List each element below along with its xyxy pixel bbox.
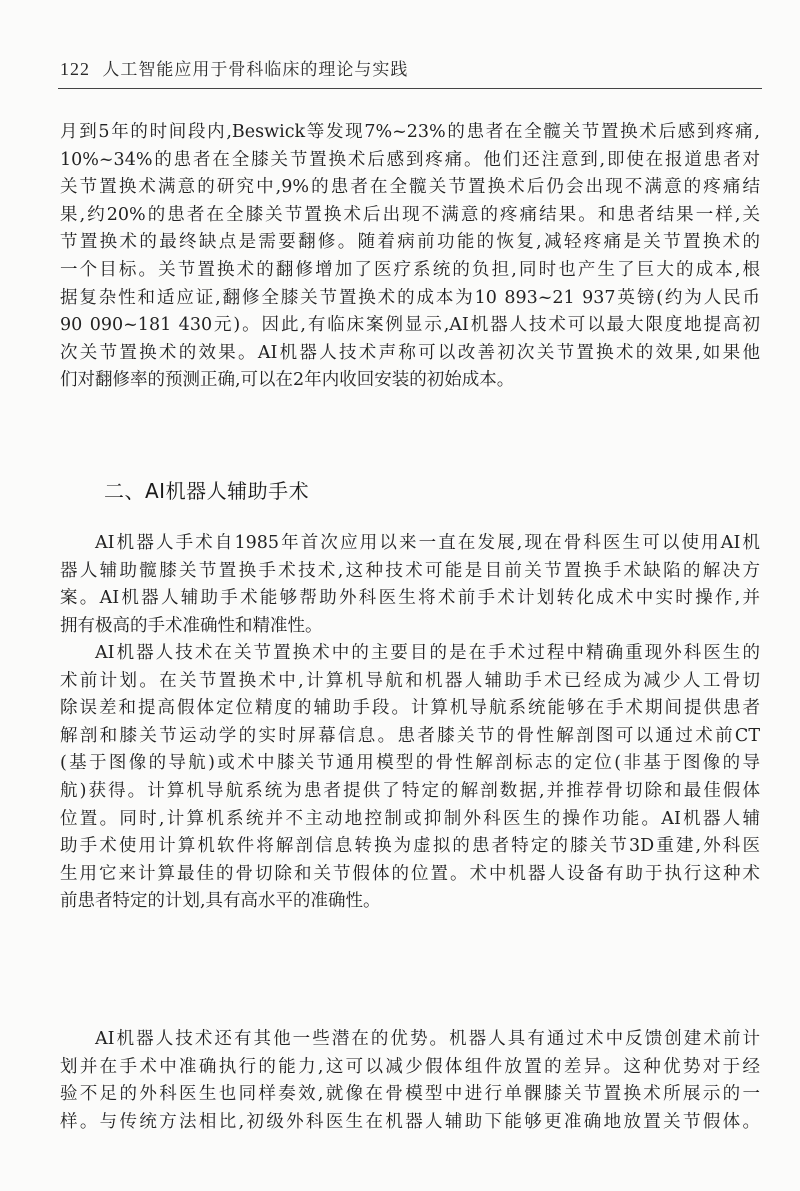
book-title: 人工智能应用于骨科临床的理论与实践 xyxy=(102,60,409,80)
text-line: 果,约20%的患者在全膝关节置换术后出现不满意的疼痛结果。和患者结果一样,关 xyxy=(60,204,760,225)
text-line: 生用它来计算最佳的骨切除和关节假体的位置。术中机器人设备有助于执行这种术 xyxy=(60,863,760,884)
text-line: 除误差和提高假体定位精度的辅助手段。计算机导航系统能够在手术期间提供患者 xyxy=(60,698,760,719)
text-line: 验不足的外科医生也同样奏效,就像在骨模型中进行单髁膝关节置换术所展示的一 xyxy=(60,1084,760,1105)
text-line: 月到5年的时间段内,Beswick等发现7%~23%的患者在全髋关节置换术后感到疼痛, xyxy=(60,122,760,142)
section-heading: 二、AI机器人辅助手术 xyxy=(104,479,310,503)
text-line: AI机器人技术还有其他一些潜在的优势。机器人具有通过术中反馈创建术前计 xyxy=(95,1029,760,1049)
text-line: 划并在手术中准确执行的能力,这可以减少假体组件放置的差异。这种优势对于经 xyxy=(60,1056,760,1077)
text-line: 助手术使用计算机软件将解剖信息转换为虚拟的患者特定的膝关节3D重建,外科医 xyxy=(60,836,760,857)
text-line: 前患者特定的计划,具有高水平的准确性。 xyxy=(60,891,381,912)
paragraph-3 xyxy=(60,1026,760,1136)
text-line: 解剖和膝关节运动学的实时屏幕信息。患者膝关节的骨性解剖图可以通过术前CT xyxy=(60,725,760,746)
paragraph-1 xyxy=(60,530,760,640)
paragraph-2 xyxy=(60,640,760,916)
text-line: AI机器人技术在关节置换术中的主要目的是在手术过程中精确重现外科医生的 xyxy=(95,643,760,663)
text-line: 航)获得。计算机导航系统为患者提供了特定的解剖数据,并推荐骨切除和最佳假体 xyxy=(60,780,760,801)
text-line: 术前计划。在关节置换术中,计算机导航和机器人辅助手术已经成为减少人工骨切 xyxy=(60,670,760,691)
text-line: 90 090~181 430元)。因此,有临床案例显示,AI机器人技术可以最大限度地提高初 xyxy=(60,315,760,336)
text-line: 节置换术的最终缺点是需要翻修。随着病前功能的恢复,减轻疼痛是关节置换术的 xyxy=(60,232,760,253)
text-line: (基于图像的导航)或术中膝关节通用模型的骨性解剖标志的定位(非基于图像的导 xyxy=(60,753,760,774)
text-line: 次关节置换术的效果。AI机器人技术声称可以改善初次关节置换术的效果,如果他 xyxy=(60,342,760,363)
running-header xyxy=(60,58,760,88)
text-line: 位置。同时,计算机系统并不主动地控制或抑制外科医生的操作功能。AI机器人辅 xyxy=(60,808,760,829)
text-line: 们对翻修率的预测正确,可以在2年内收回安装的初始成本。 xyxy=(60,370,515,391)
header-rule xyxy=(58,88,762,89)
paragraph-continuation xyxy=(60,119,760,395)
text-line: 一个目标。关节置换术的翻修增加了医疗系统的负担,同时也产生了巨大的成本,根 xyxy=(60,259,760,280)
text-line: 案。AI机器人辅助手术能够帮助外科医生将术前手术计划转化成术中实时操作,并 xyxy=(60,588,760,609)
text-line: 器人辅助髋膝关节置换手术技术,这种技术可能是目前关节置换手术缺陷的解决方 xyxy=(60,560,760,581)
page-number: 122 xyxy=(60,59,90,79)
text-line: 拥有极高的手术准确性和精准性。 xyxy=(60,615,323,636)
text-line: 样。与传统方法相比,初级外科医生在机器人辅助下能够更准确地放置关节假体。 xyxy=(60,1111,760,1132)
text-line: AI机器人手术自1985年首次应用以来一直在发展,现在骨科医生可以使用AI机 xyxy=(95,533,760,553)
text-line: 10%~34%的患者在全膝关节置换术后感到疼痛。他们还注意到,即使在报道患者对 xyxy=(60,149,760,170)
text-line: 关节置换术满意的研究中,9%的患者在全髋关节置换术后仍会出现不满意的疼痛结 xyxy=(60,177,760,198)
text-line: 据复杂性和适应证,翻修全膝关节置换术的成本为10 893~21 937英镑(约为人民币 xyxy=(60,287,760,308)
